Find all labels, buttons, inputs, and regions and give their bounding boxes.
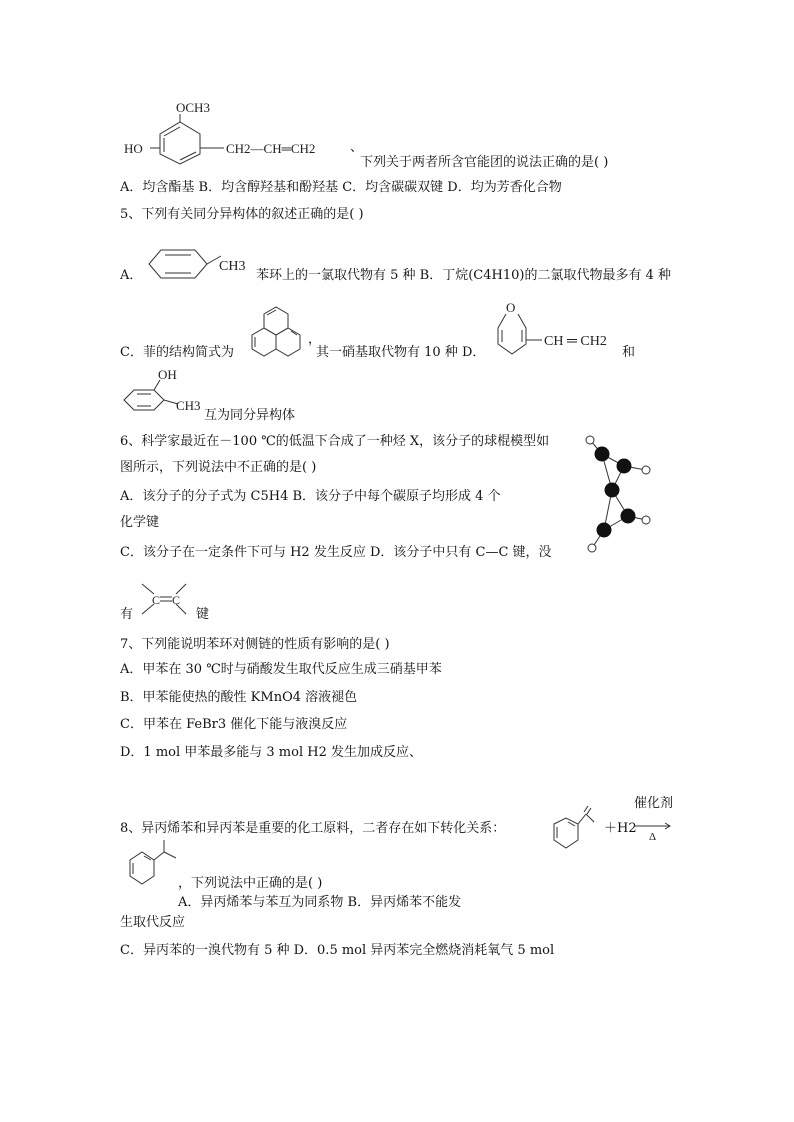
q8-options-cd: C．异丙苯的一溴代物有 5 种 D．0.5 mol 异丙苯完全燃烧消耗氧气 5 mol [120, 943, 555, 958]
q8-catalyst: 催化剂 [634, 796, 674, 811]
carbon-double-bond-structure [134, 578, 194, 620]
q7-option-b: B．甲苯能使热的酸性 KMnO4 溶液褪色 [120, 690, 358, 705]
ball-and-stick-model [580, 430, 660, 555]
ring-oxygen-label: O [506, 300, 516, 315]
carbon-atom [595, 447, 609, 461]
carbon-atom [621, 509, 635, 523]
cresol-structure [120, 366, 208, 416]
q6-line4: 化学键 [120, 515, 160, 530]
cumene-structure [122, 838, 186, 888]
q5-stem: 5、下列有关同分异构体的叙述正确的是( ) [120, 207, 364, 222]
eugenol-structure [120, 98, 360, 170]
benzene-ring [160, 122, 200, 164]
hydrogen-atom [588, 544, 596, 552]
q6-line1: 6、科学家最近在－100 ℃的低温下合成了一种烃 X，该分子的球棍模型如 [120, 434, 550, 449]
q6-line2: 图所示，下列说法中不正确的是( ) [120, 460, 317, 475]
q8-options-ab: A．异丙烯苯与苯互为同系物 B．异丙烯苯不能发 [178, 895, 462, 910]
isopropenylbenzene-structure [540, 806, 602, 858]
carbon-atom [605, 483, 619, 497]
q8-stem: 8、异丙烯苯和异丙苯是重要的化工原料，二者存在如下转化关系： [120, 821, 506, 836]
q6-line6-suffix: 键 [196, 607, 210, 622]
q8-line2: ，下列说法中正确的是( ) [178, 876, 323, 891]
q7-option-c: C．甲苯在 FeBr3 催化下能与液溴反应 [120, 717, 348, 732]
hydroxy-label: HO [124, 141, 143, 156]
q5-d-and: 和 [622, 345, 636, 360]
q7-option-a: A．甲苯在 30 ℃时与硝酸发生取代反应生成三硝基甲苯 [120, 662, 442, 677]
allyl-chain-label: CH2—CH═CH2 [226, 141, 316, 156]
q4-options: A．均含酯基 B．均含醇羟基和酚羟基 C．均含碳碳双键 D．均为芳香化合物 [120, 180, 562, 195]
methoxy-label: OCH3 [176, 100, 210, 115]
phenanthrene-structure [242, 305, 304, 361]
q4-dot: 、 [350, 140, 364, 155]
q5-c-label: C．菲的结构简式为 [120, 345, 234, 360]
q8-line3: 生取代反应 [120, 915, 186, 930]
q7-option-d: D．1 mol 甲苯最多能与 3 mol H2 发生加成反应、 [120, 745, 422, 760]
q5-c-comma: ， [308, 332, 322, 347]
carbon-label: C [152, 593, 161, 607]
q4-stem: 下列关于两者所含官能团的说法正确的是( ) [360, 155, 609, 170]
q8-h2: ＋H2 [604, 821, 637, 836]
q5-a-text: 苯环上的一氯取代物有 5 种 B．丁烷(C4H10)的二氯取代物最多有 4 种 [256, 268, 671, 283]
q5-c-text: 其一硝基取代物有 10 种 D． [316, 345, 486, 360]
q7-stem: 7、下列能说明苯环对侧链的性质有影响的是( ) [120, 637, 390, 652]
q6-line3: A．该分子的分子式为 C5H4 B．该分子中每个碳原子均形成 4 个 [120, 489, 501, 504]
pyran-vinyl-structure [490, 300, 620, 362]
benzene-ring [554, 818, 578, 848]
q6-line5: C．该分子在一定条件下可与 H2 发生反应 D．该分子中只有 C—C 键，没 [120, 545, 552, 560]
carbon-atom [597, 523, 611, 537]
reaction-arrow [632, 818, 674, 842]
hydroxyl-label: OH [158, 367, 177, 382]
hydrogen-atom [642, 516, 650, 524]
q6-line6-prefix: 有 [120, 607, 134, 622]
methyl-label: CH3 [219, 259, 246, 274]
heat-label: Δ [649, 831, 657, 842]
q5-d-text: 互为同分异构体 [204, 408, 296, 423]
benzene-ring [149, 250, 207, 278]
carbon-label: C [172, 593, 181, 607]
methyl-label: CH3 [176, 398, 201, 413]
carbon-atom [617, 459, 631, 473]
hydrogen-atom [642, 466, 650, 474]
benzene-ring [130, 852, 154, 884]
q5-a-label: A． [120, 268, 143, 283]
toluene-structure [145, 244, 255, 284]
benzene-ring [124, 390, 164, 410]
vinyl-label: CH ═ CH2 [544, 334, 607, 349]
hydrogen-atom [586, 436, 594, 444]
